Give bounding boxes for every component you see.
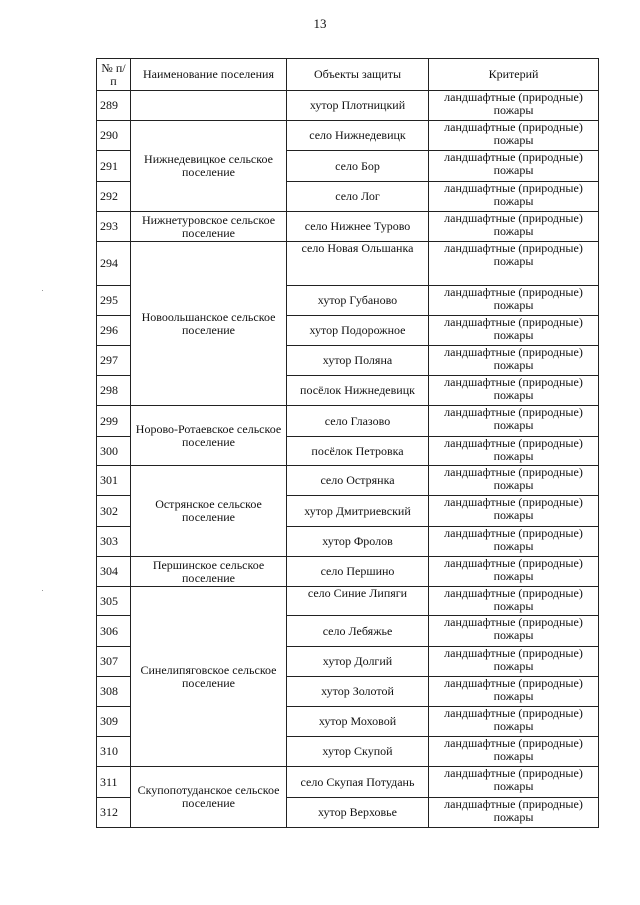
settlement-name: Скупопотуданское сельское поселение	[131, 767, 287, 828]
settlement-name: Першинское сельское поселение	[131, 557, 287, 587]
protected-object: село Нижнее Турово	[287, 212, 429, 242]
table-row	[97, 242, 599, 286]
criterion: ландшафтные (природные) пожары	[429, 286, 599, 316]
protected-object: село Бор	[287, 151, 429, 182]
protected-object: хутор Дмитриевский	[287, 496, 429, 527]
criterion: ландшафтные (природные) пожары	[429, 677, 599, 707]
row-number: 309	[97, 707, 131, 737]
criterion: ландшафтные (природные) пожары	[429, 121, 599, 151]
criterion: ландшафтные (природные) пожары	[429, 647, 599, 677]
protected-object: село Лебяжье	[287, 616, 429, 647]
protected-object: село Першино	[287, 557, 429, 587]
criterion: ландшафтные (природные) пожары	[429, 496, 599, 527]
header-objects: Объекты защиты	[287, 59, 429, 91]
criterion: ландшафтные (природные) пожары	[429, 767, 599, 798]
header-settlement: Наименование поселения	[131, 59, 287, 91]
row-number: 295	[97, 286, 131, 316]
criterion: ландшафтные (природные) пожары	[429, 737, 599, 767]
protection-objects-table	[96, 58, 599, 828]
table-row	[97, 212, 599, 242]
criterion: ландшафтные (природные) пожары	[429, 466, 599, 496]
criterion: ландшафтные (природные) пожары	[429, 557, 599, 587]
protected-object: село Лог	[287, 182, 429, 212]
protected-object: село Острянка	[287, 466, 429, 496]
criterion: ландшафтные (природные) пожары	[429, 376, 599, 406]
row-number: 306	[97, 616, 131, 647]
settlement-name: Острянское сельское поселение	[131, 466, 287, 557]
row-number: 294	[97, 242, 131, 286]
protected-object: посёлок Нижнедевицк	[287, 376, 429, 406]
criterion: ландшафтные (природные) пожары	[429, 798, 599, 828]
settlement-name	[131, 91, 287, 121]
criterion: ландшафтные (природные) пожары	[429, 707, 599, 737]
header-num: № п/п	[97, 59, 131, 91]
row-number: 297	[97, 346, 131, 376]
page-number: 13	[313, 16, 327, 31]
protected-object: посёлок Петровка	[287, 437, 429, 466]
protected-object: хутор Плотницкий	[287, 91, 429, 121]
row-number: 310	[97, 737, 131, 767]
settlement-name: Нижнедевицкое сельское поселение	[131, 121, 287, 212]
criterion: ландшафтные (природные) пожары	[429, 242, 599, 286]
protected-object: хутор Верховье	[287, 798, 429, 828]
criterion: ландшафтные (природные) пожары	[429, 212, 599, 242]
row-number: 312	[97, 798, 131, 828]
criterion: ландшафтные (природные) пожары	[429, 151, 599, 182]
row-number: 293	[97, 212, 131, 242]
scan-mark	[42, 590, 43, 591]
table-row	[97, 767, 599, 798]
protected-object: хутор Моховой	[287, 707, 429, 737]
row-number: 311	[97, 767, 131, 798]
row-number: 296	[97, 316, 131, 346]
protected-object: хутор Подорожное	[287, 316, 429, 346]
row-number: 298	[97, 376, 131, 406]
protected-object: село Синие Липяги	[287, 587, 429, 616]
table-row	[97, 587, 599, 616]
protected-object: хутор Золотой	[287, 677, 429, 707]
settlement-name: Синелипяговское сельское поселение	[131, 587, 287, 767]
row-number: 305	[97, 587, 131, 616]
row-number: 290	[97, 121, 131, 151]
row-number: 292	[97, 182, 131, 212]
settlement-name: Нижнетуровское сельское поселение	[131, 212, 287, 242]
criterion: ландшафтные (природные) пожары	[429, 527, 599, 557]
row-number: 291	[97, 151, 131, 182]
protected-object: хутор Долгий	[287, 647, 429, 677]
criterion: ландшафтные (природные) пожары	[429, 587, 599, 616]
table-row	[97, 557, 599, 587]
header-criterion: Критерий	[429, 59, 599, 91]
row-number: 307	[97, 647, 131, 677]
row-number: 300	[97, 437, 131, 466]
protected-object: село Нижнедевицк	[287, 121, 429, 151]
protected-object: хутор Скупой	[287, 737, 429, 767]
protected-object: село Скупая Потудань	[287, 767, 429, 798]
table-header-row	[97, 59, 599, 91]
row-number: 308	[97, 677, 131, 707]
table-row	[97, 406, 599, 437]
settlement-name: Норово-Ротаевское сельское поселение	[131, 406, 287, 466]
table-body	[97, 91, 599, 828]
criterion: ландшафтные (природные) пожары	[429, 91, 599, 121]
criterion: ландшафтные (природные) пожары	[429, 406, 599, 437]
row-number: 302	[97, 496, 131, 527]
protected-object: село Новая Ольшанка	[287, 242, 429, 286]
protected-object: хутор Поляна	[287, 346, 429, 376]
scan-mark	[42, 290, 43, 291]
row-number: 301	[97, 466, 131, 496]
criterion: ландшафтные (природные) пожары	[429, 437, 599, 466]
protected-object: село Глазово	[287, 406, 429, 437]
criterion: ландшафтные (природные) пожары	[429, 346, 599, 376]
table-row	[97, 91, 599, 121]
protected-object: хутор Фролов	[287, 527, 429, 557]
table-row	[97, 121, 599, 151]
row-number: 303	[97, 527, 131, 557]
criterion: ландшафтные (природные) пожары	[429, 616, 599, 647]
row-number: 299	[97, 406, 131, 437]
criterion: ландшафтные (природные) пожары	[429, 316, 599, 346]
settlement-name: Новоольшанское сельское поселение	[131, 242, 287, 406]
row-number: 304	[97, 557, 131, 587]
row-number: 289	[97, 91, 131, 121]
criterion: ландшафтные (природные) пожары	[429, 182, 599, 212]
protected-object: хутор Губаново	[287, 286, 429, 316]
table-row	[97, 466, 599, 496]
